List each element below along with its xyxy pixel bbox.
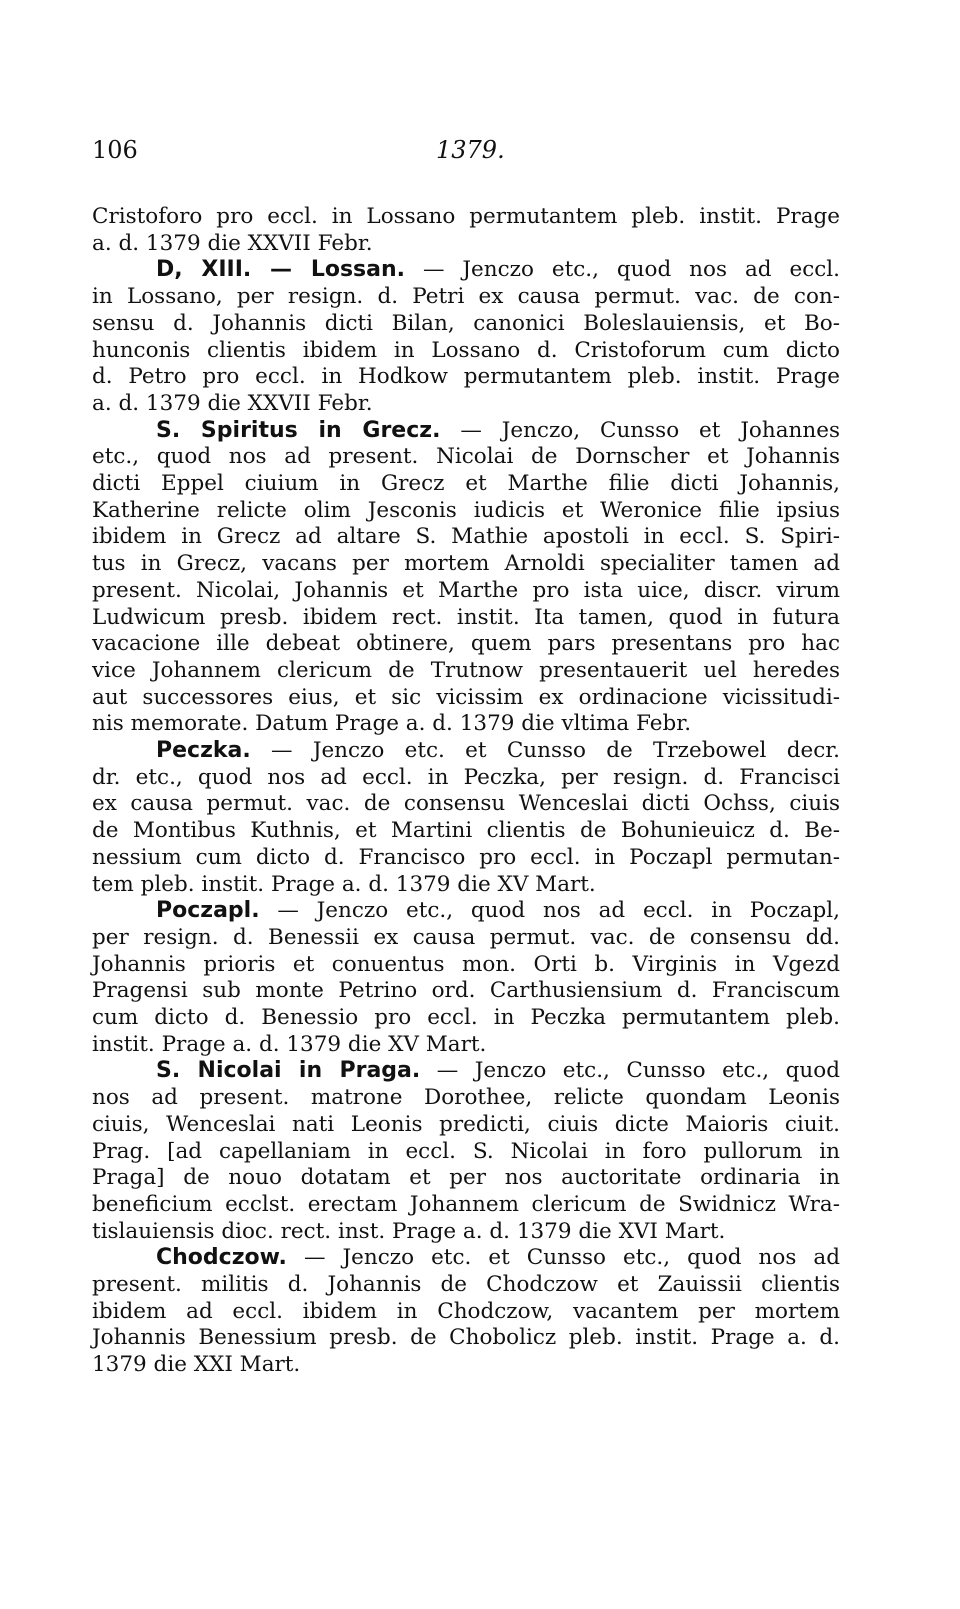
text-line: [92, 337, 840, 365]
line-text: Ludwicum presb. ibidem rect. instit. Ita tamen, quod in futura: [92, 604, 840, 630]
text-line: [92, 1138, 840, 1166]
text-line: [92, 470, 840, 498]
text-line: [92, 1084, 840, 1112]
text-line: [92, 1031, 840, 1059]
line-text: present. militis d. Johannis de Chodczow et Zauissii clientis: [92, 1272, 840, 1297]
text-line: [92, 951, 840, 979]
entry-heading: Peczka.: [156, 738, 251, 763]
text-line: [92, 630, 840, 658]
line-text: Pragensi sub monte Petrino ord. Carthusiensium d. Franciscum: [92, 978, 840, 1004]
text-line: [92, 684, 840, 712]
line-text: — Jenczo etc. et Cunsso etc., quod nos ad: [286, 1245, 840, 1271]
line-text: Prag. [ad capellaniam in eccl. S. Nicolai in foro pullorum in: [92, 1138, 840, 1164]
line-text: dr. etc., quod nos ad eccl. in Peczka, per resign. d. Francisci: [92, 764, 840, 790]
entry-heading: S. Nicolai in Praga.: [156, 1058, 421, 1084]
entry-heading-line: [92, 737, 840, 765]
line-text: a. d. 1379 die XXVII Febr.: [92, 390, 373, 416]
text-line: [92, 924, 840, 952]
line-text: hunconis clientis ibidem in Lossano d. Cristoforum cum dicto: [92, 337, 840, 363]
line-text: etc., quod nos ad present. Nicolai de Dornscher et Johannis: [92, 444, 840, 470]
text-line: [92, 790, 840, 818]
line-text: dicti Eppel ciuium in Grecz et Marthe filie dicti Johannis,: [92, 471, 840, 496]
entry-heading: Chodczow.: [156, 1245, 287, 1271]
line-text: nessium cum dicto d. Francisco pro eccl. in Poczapl permutan-: [92, 844, 840, 870]
line-text: ex causa permut. vac. de consensu Wenceslai dicti Ochss, ciuis: [92, 791, 840, 817]
text-line: [92, 283, 840, 311]
line-text: beneficium ecclst. erectam Johannem clericum de Swidnicz Wra-: [92, 1191, 840, 1217]
text-line: [92, 817, 840, 845]
line-text: — Jenczo, Cunsso et Johannes: [440, 417, 840, 443]
line-text: in Lossano, per resign. d. Petri ex causa permut. vac. de con-: [92, 284, 840, 310]
text-line: [92, 1191, 840, 1219]
line-text: Johannis Benessium presb. de Chobolicz pleb. instit. Prage a. d.: [92, 1325, 840, 1351]
text-line: [92, 1164, 840, 1192]
running-head-year: 1379.: [436, 136, 505, 164]
text-line: [92, 443, 840, 471]
text-line: [92, 1111, 840, 1139]
text-line: [92, 390, 840, 418]
text-line: [92, 1004, 840, 1032]
line-text: d. Petro pro eccl. in Hodkow permutantem pleb. instit. Prage: [92, 364, 840, 390]
entry-heading-line: [92, 1244, 840, 1272]
line-text: a. d. 1379 die XXVII Febr.: [92, 230, 373, 256]
line-text: Cristoforo pro eccl. in Lossano permutantem pleb. instit. Prage: [92, 204, 840, 229]
line-text: sensu d. Johannis dicti Bilan, canonici Boleslauiensis, et Bo-: [92, 310, 840, 336]
line-text: nos ad present. matrone Dorothee, relicte quondam Leonis: [92, 1085, 840, 1111]
entry-heading-line: [92, 256, 840, 284]
line-text: — Jenczo etc., quod nos ad eccl.: [405, 257, 840, 283]
text-line: [92, 1298, 840, 1326]
text-line: [92, 310, 840, 338]
line-text: ibidem in Grecz ad altare S. Mathie apostoli in eccl. S. Spiri-: [92, 524, 840, 550]
entry-heading-line: [92, 1057, 840, 1085]
text-line: [92, 1218, 840, 1246]
line-text: — Jenczo etc., quod nos ad eccl. in Poczapl,: [259, 898, 840, 924]
line-text: tislauiensis dioc. rect. inst. Prage a. d. 1379 die XVI Mart.: [92, 1218, 726, 1244]
text-line: [92, 710, 840, 738]
line-text: cum dicto d. Benessio pro eccl. in Peczka permutantem pleb.: [92, 1005, 840, 1030]
line-text: present. Nicolai, Johannis et Marthe pro ista uice, discr. virum: [92, 577, 840, 603]
entry-heading: Poczapl.: [156, 898, 260, 924]
running-header: [92, 136, 840, 172]
line-text: instit. Prage a. d. 1379 die XV Mart.: [92, 1031, 487, 1057]
line-text: nis memorate. Datum Prage a. d. 1379 die vltima Febr.: [92, 711, 692, 737]
line-text: Katherine relicte olim Jesconis iudicis et Weronice filie ipsius: [92, 497, 840, 523]
text-line: [92, 871, 840, 899]
line-text: vice Johannem clericum de Trutnow presentauerit uel heredes: [92, 657, 840, 683]
line-text: ibidem ad eccl. ibidem in Chodczow, vacantem per mortem: [92, 1298, 840, 1324]
line-text: per resign. d. Benessii ex causa permut. vac. de consensu dd.: [92, 924, 840, 950]
text-line: [92, 1351, 840, 1379]
text-line: [92, 577, 840, 605]
text-line: [92, 844, 840, 872]
text-line: [92, 1324, 840, 1352]
entry-heading: D, XIII. — Lossan.: [156, 257, 406, 283]
text-line: [92, 203, 840, 231]
line-text: — Jenczo etc., Cunsso etc., quod: [420, 1058, 840, 1084]
line-text: tem pleb. instit. Prage a. d. 1379 die XV Mart.: [92, 871, 596, 897]
line-text: tus in Grecz, vacans per mortem Arnoldi specialiter tamen ad: [92, 551, 840, 577]
line-text: Johannis prioris et conuentus mon. Orti b. Virginis in Vgezd: [92, 951, 840, 977]
line-text: — Jenczo etc. et Cunsso de Trzebowel decr.: [250, 738, 840, 763]
text-line: [92, 764, 840, 792]
line-text: aut successores eius, et sic vicissim ex ordinacione vicissitudi-: [92, 684, 840, 710]
text-line: [92, 977, 840, 1005]
entry-heading-line: [92, 417, 840, 445]
line-text: ciuis, Wenceslai nati Leonis predicti, ciuis dicte Maioris ciuit.: [92, 1111, 840, 1137]
page-number: 106: [92, 136, 138, 164]
line-text: Praga] de nouo dotatam et per nos auctoritate ordinaria in: [92, 1165, 840, 1191]
text-line: [92, 657, 840, 685]
text-line: [92, 550, 840, 578]
text-line: [92, 363, 840, 391]
entry-heading: S. Spiritus in Grecz.: [156, 417, 441, 443]
text-line: [92, 230, 840, 258]
line-text: 1379 die XXI Mart.: [92, 1352, 301, 1378]
line-text: de Montibus Kuthnis, et Martini clientis de Bohunieuicz d. Be-: [92, 818, 840, 844]
text-line: [92, 523, 840, 551]
line-text: vacacione ille debeat obtinere, quem pars presentans pro hac: [92, 631, 840, 657]
entry-heading-line: [92, 897, 840, 925]
text-line: [92, 604, 840, 632]
text-line: [92, 497, 840, 525]
text-line: [92, 1271, 840, 1299]
